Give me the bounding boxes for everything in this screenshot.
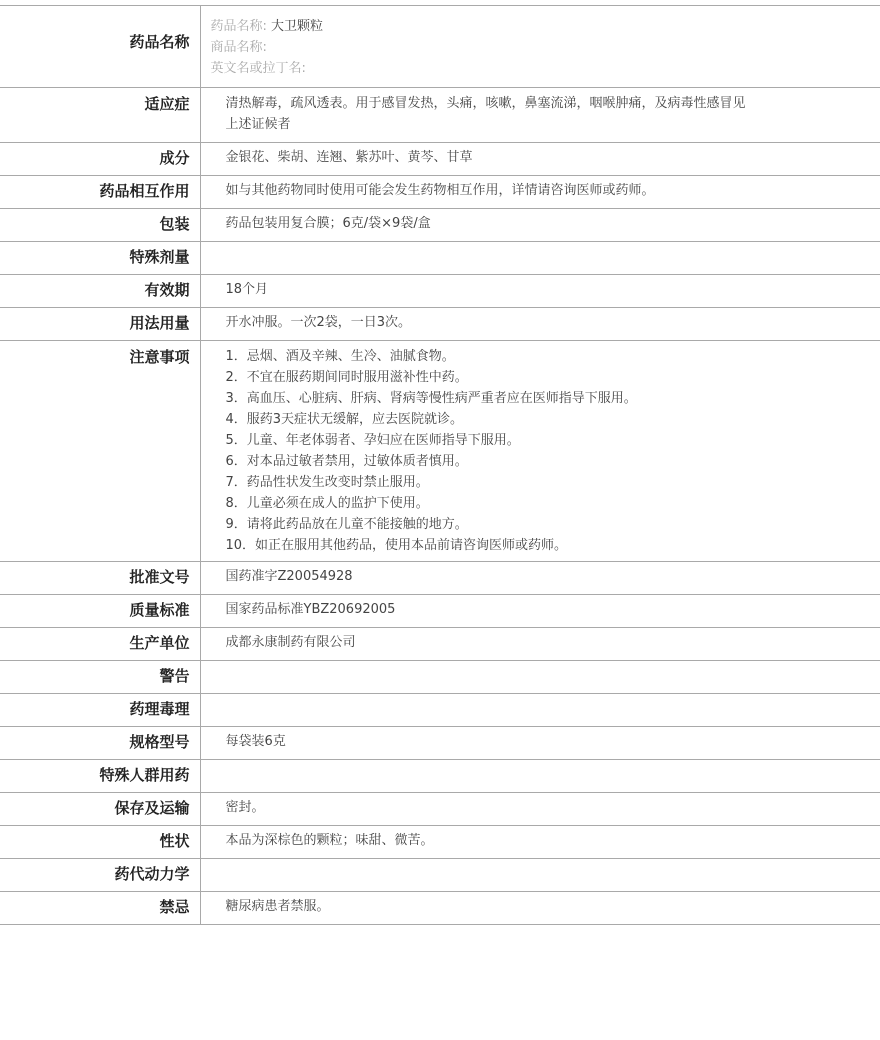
- row-quality-standard: [0, 595, 880, 628]
- row-indications: [0, 88, 880, 143]
- row-drug-name: [0, 6, 880, 88]
- indications-line: 清热解毒，疏风透表。用于感冒发热，头痛，咳嗽，鼻塞流涕，咽喉肿痛，及病毒性感冒见: [225, 96, 746, 111]
- row-pharmacokinetics: [0, 859, 880, 892]
- indications-line: 上述证候者: [225, 117, 291, 132]
- pharmacokinetics-value: [200, 859, 880, 892]
- row-label: 药品相互作用: [0, 176, 200, 209]
- precaution-item: 9．请将此药品放在儿童不能接触的地方。: [225, 517, 468, 532]
- row-label: 用法用量: [0, 308, 200, 341]
- precaution-item: 5．儿童、年老体弱者、孕妇应在医师指导下服用。: [225, 433, 520, 448]
- row-label: 药代动力学: [0, 859, 200, 892]
- ingredients-value: 金银花、柴胡、连翘、紫苏叶、黄芩、甘草: [225, 150, 473, 165]
- precaution-item: 4．服药3天症状无缓解，应去医院就诊。: [225, 412, 464, 427]
- approval-value: 国药准字Z20054928: [225, 569, 353, 584]
- row-storage: [0, 793, 880, 826]
- trade-name-label: 商品名称:: [210, 40, 267, 55]
- drug-name-block: [200, 6, 880, 88]
- row-warning: [0, 661, 880, 694]
- precaution-item: 10．如正在服用其他药品，使用本品前请咨询医师或药师。: [225, 538, 568, 553]
- row-label: 成分: [0, 143, 200, 176]
- drug-name-value: 大卫颗粒: [271, 19, 324, 34]
- warning-value: [200, 661, 880, 694]
- row-label: 特殊剂量: [0, 242, 200, 275]
- row-usage: [0, 308, 880, 341]
- row-contraindications: [0, 892, 880, 925]
- package-value: 药品包装用复合膜；6克/袋×9袋/盒: [225, 216, 431, 231]
- row-approval: [0, 562, 880, 595]
- row-specification: [0, 727, 880, 760]
- interactions-value: 如与其他药物同时使用可能会发生药物相互作用，详情请咨询医师或药师。: [225, 183, 655, 198]
- row-label: 注意事项: [0, 341, 200, 562]
- row-label: 特殊人群用药: [0, 760, 200, 793]
- row-ingredients: [0, 143, 880, 176]
- row-special-dose: [0, 242, 880, 275]
- row-label: 包装: [0, 209, 200, 242]
- row-label: 禁忌: [0, 892, 200, 925]
- storage-value: 密封。: [225, 800, 265, 815]
- row-interactions: [0, 176, 880, 209]
- drug-name-label: 药品名称:: [210, 19, 267, 34]
- row-label: 保存及运输: [0, 793, 200, 826]
- special-dose-value: [200, 242, 880, 275]
- manufacturer-value: 成都永康制药有限公司: [225, 635, 356, 650]
- row-package: [0, 209, 880, 242]
- row-special-population: [0, 760, 880, 793]
- row-label: 批准文号: [0, 562, 200, 595]
- english-name-label: 英文名或拉丁名:: [210, 61, 306, 76]
- row-validity: [0, 275, 880, 308]
- precautions-value: [200, 341, 880, 562]
- precaution-item: 3．高血压、心脏病、肝病、肾病等慢性病严重者应在医师指导下服用。: [225, 391, 637, 406]
- row-label: 适应症: [0, 88, 200, 143]
- usage-value: 开水冲服。一次2袋，一日3次。: [225, 315, 412, 330]
- specification-value: 每袋装6克: [225, 734, 286, 749]
- row-label: 规格型号: [0, 727, 200, 760]
- drug-info-table: [0, 5, 880, 925]
- quality-standard-value: 国家药品标准YBZ20692005: [225, 602, 396, 617]
- row-label: 药品名称: [0, 6, 200, 88]
- row-properties: [0, 826, 880, 859]
- row-label: 质量标准: [0, 595, 200, 628]
- row-label: 有效期: [0, 275, 200, 308]
- precaution-item: 8．儿童必须在成人的监护下使用。: [225, 496, 429, 511]
- row-label: 药理毒理: [0, 694, 200, 727]
- row-manufacturer: [0, 628, 880, 661]
- row-pharmacology: [0, 694, 880, 727]
- precaution-item: 6．对本品过敏者禁用，过敏体质者慎用。: [225, 454, 468, 469]
- properties-value: 本品为深棕色的颗粒；味甜、微苦。: [225, 833, 434, 848]
- contraindications-value: 糖尿病患者禁服。: [225, 899, 330, 914]
- row-label: 生产单位: [0, 628, 200, 661]
- precaution-item: 2．不宜在服药期间同时服用滋补性中药。: [225, 370, 468, 385]
- pharmacology-value: [200, 694, 880, 727]
- drug-name-line: [211, 16, 871, 37]
- row-label: 性状: [0, 826, 200, 859]
- precautions-list: [226, 346, 791, 556]
- precaution-item: 1．忌烟、酒及辛辣、生冷、油腻食物。: [225, 349, 455, 364]
- validity-value: 18个月: [225, 282, 269, 297]
- precaution-item: 7．药品性状发生改变时禁止服用。: [225, 475, 429, 490]
- special-population-value: [200, 760, 880, 793]
- row-label: 警告: [0, 661, 200, 694]
- row-precautions: [0, 341, 880, 562]
- indications-value: [200, 88, 880, 143]
